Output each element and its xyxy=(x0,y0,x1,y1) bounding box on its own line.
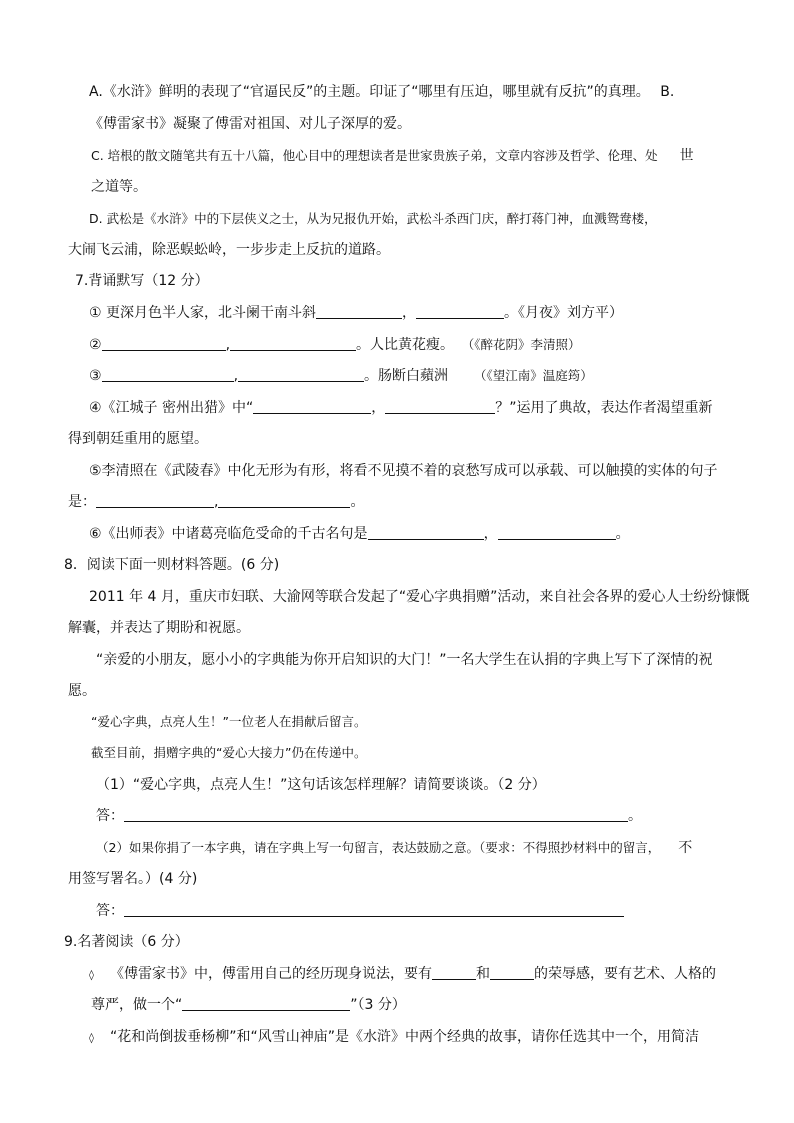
comma: , xyxy=(214,494,219,510)
comma: , xyxy=(225,337,231,353)
q8-sub2-tail: 不 xyxy=(678,840,693,856)
comma: ， xyxy=(483,526,498,542)
q7-line5-label: 是： xyxy=(68,494,96,510)
diamond-bullet-icon: ◊ xyxy=(89,1033,94,1044)
q7-line2-number: ② xyxy=(89,337,102,353)
answer-blank[interactable] xyxy=(253,398,371,414)
q9-item1-text: 《傅雷家书》中，傅雷用自己的经历现身说法，要有 xyxy=(109,966,432,982)
q8-sub2-line1 xyxy=(96,838,692,858)
q9-item2-text: “花和尚倒拔垂杨柳”和“风雪山神庙”是《水浒》中两个经典的故事，请你任选其中一个，用简洁 xyxy=(109,1029,699,1045)
comma: , xyxy=(233,368,239,384)
answer-blank[interactable] xyxy=(102,366,234,382)
q6-option-b: 《傅雷家书》凝聚了傅雷对祖国、对儿子深厚的爱。 xyxy=(89,116,411,132)
diamond-bullet-icon: ◊ xyxy=(89,970,94,981)
q9-item1-text3: 尊严，做一个“ xyxy=(91,997,183,1013)
q9-item1-points: ”（3 分） xyxy=(350,997,406,1013)
answer-blank[interactable] xyxy=(490,964,534,980)
q9-item1-and: 和 xyxy=(475,966,490,982)
q8-sub2-line2: 用签写署名。）(4 分) xyxy=(68,871,198,887)
q7-line3 xyxy=(89,366,593,386)
q8-para3: “爱心字典，点亮人生！”一位老人在捐献后留言。 xyxy=(91,714,367,729)
answer-blank[interactable] xyxy=(218,492,350,508)
period: 。 xyxy=(628,808,642,824)
answer-line[interactable] xyxy=(124,806,628,822)
period: 。 xyxy=(350,494,365,510)
answer-blank[interactable] xyxy=(182,995,350,1011)
q7-line4 xyxy=(89,398,713,418)
q6-option-d-line1: D. 武松是《水浒》中的下层侠义之士，从为兄报仇开始，武松斗杀西门庆，醉打蒋门神，血溅鸳鸯楼， xyxy=(89,211,657,226)
answer-blank[interactable] xyxy=(416,303,504,319)
q7-line5: ⑤李清照在《武陵春》中化无形为有形，将看不见摸不着的哀愁写成可以承载、可以触摸的实体的句子 xyxy=(89,463,718,479)
q7-line2-source: （《醉花阴》李清照） xyxy=(468,337,581,352)
answer-line[interactable] xyxy=(124,901,624,917)
q7-line4-suffix: ？”运用了典故，表达作者渴望重新 xyxy=(495,400,713,416)
q8-title: 8．阅读下面一则材料答题。(6 分) xyxy=(64,557,280,573)
answer-label: 答： xyxy=(96,808,124,824)
answer-blank[interactable] xyxy=(385,398,495,414)
q8-answer1 xyxy=(96,806,642,826)
answer-blank[interactable] xyxy=(96,492,214,508)
q7-line3-source: （《望江南》温庭筠） xyxy=(474,368,593,383)
q8-para2-line1: “亲爱的小朋友，愿小小的字典能为你开启知识的大门！”一名大学生在认捐的字典上写下了深情的祝 xyxy=(96,652,713,668)
q7-line4-prompt: ④《江城子 密州出猎》中“ xyxy=(89,400,254,416)
q8-answer2 xyxy=(96,901,624,921)
q8-para1-line1: 2011 年 4 月，重庆市妇联、大渝网等联合发起了“爱心字典捐赠”活动，来自社会各界的爱心人士纷纷慷慨 xyxy=(89,589,750,605)
q8-para2-line2: 愿。 xyxy=(68,683,96,699)
q6-option-a-text: A.《水浒》鲜明的表现了“官逼民反”的主题。印证了“哪里有压迫，哪里就有反抗”的真理。 xyxy=(89,84,650,100)
comma: ， xyxy=(371,400,386,416)
answer-blank[interactable] xyxy=(368,524,484,540)
q9-title: 9.名著阅读（6 分） xyxy=(64,934,189,950)
q7-line3-text: 。肠断白蘋洲 xyxy=(364,368,449,384)
answer-blank[interactable] xyxy=(498,524,616,540)
q7-line6 xyxy=(89,524,630,544)
q7-line5-cont xyxy=(68,492,364,512)
answer-label: 答： xyxy=(96,903,124,919)
answer-blank[interactable] xyxy=(238,366,364,382)
period: 。 xyxy=(615,526,630,542)
q7-line6-prompt: ⑥《出师表》中诸葛亮临危受命的千古名句是 xyxy=(89,526,368,542)
q6-option-c-tail: 世 xyxy=(679,148,694,164)
answer-blank[interactable] xyxy=(316,303,402,319)
q6-option-c-line2: 之道等。 xyxy=(91,179,147,195)
q9-item2-line1 xyxy=(89,1027,699,1049)
q7-line1 xyxy=(89,303,623,323)
q6-option-c-text: C. 培根的散文随笔共有五十八篇，他心目中的理想读者是世家贵族子弟，文章内容涉及哲学、伦理、处 xyxy=(91,148,658,163)
q7-title: 7.背诵默写（12 分） xyxy=(75,273,209,289)
q9-item1-line2 xyxy=(91,995,406,1015)
q7-line4-cont: 得到朝廷重用的愿望。 xyxy=(68,431,208,447)
answer-blank[interactable] xyxy=(230,335,356,351)
q6-option-a xyxy=(89,82,674,102)
q9-item1-line1 xyxy=(89,964,716,986)
q8-para4: 截至目前，捐赠字典的“爱心大接力”仍在传递中。 xyxy=(91,745,367,760)
answer-blank[interactable] xyxy=(432,964,476,980)
q8-para1-line2: 解囊，并表达了期盼和祝愿。 xyxy=(68,620,250,636)
q7-line2-text: 。人比黄花瘦。 xyxy=(356,337,455,353)
q9-item1-text2: 的荣辱感，要有艺术、人格的 xyxy=(533,966,716,982)
comma: ， xyxy=(402,305,417,321)
q8-sub2-text: （2）如果你捐了一本字典，请在字典上写一句留言，表达鼓励之意。（要求：不得照抄材料中的留言， xyxy=(96,840,661,855)
q6-option-d-line2: 大闹飞云浦，除恶蜈蚣岭，一步步走上反抗的道路。 xyxy=(68,242,390,258)
q7-line2 xyxy=(89,335,581,355)
q6-option-c-line1 xyxy=(91,146,694,166)
q6-option-b-letter: B. xyxy=(660,84,675,100)
answer-blank[interactable] xyxy=(102,335,226,351)
q7-line3-number: ③ xyxy=(89,368,102,384)
q7-line1-source: 。《月夜》刘方平） xyxy=(504,305,624,321)
q8-sub1: （1）“爱心字典，点亮人生！”这句话该怎样理解？请简要谈谈。（2 分） xyxy=(96,777,546,793)
q7-line1-prompt: ① 更深月色半人家，北斗阑干南斗斜 xyxy=(89,305,317,321)
